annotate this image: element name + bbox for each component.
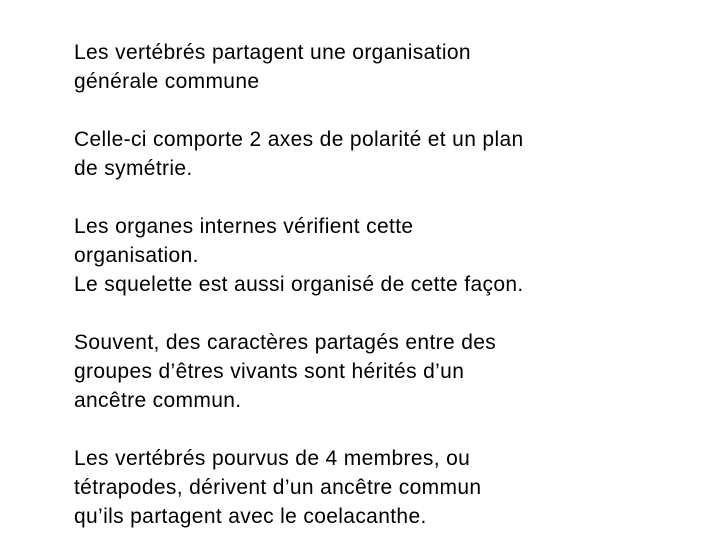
paragraph-line: organisation.: [74, 244, 199, 267]
paragraph-line: générale commune: [74, 70, 260, 93]
paragraph-line: Les vertébrés partagent une organisation: [74, 41, 471, 64]
paragraph-polarity-axes: [74, 125, 674, 183]
paragraph-shared-characters: [74, 328, 674, 415]
paragraph-vertebrate-organization: [74, 38, 674, 96]
slide-body: [74, 38, 674, 531]
paragraph-line: Souvent, des caractères partagés entre des: [74, 331, 497, 354]
paragraph-line: de symétrie.: [74, 157, 193, 180]
paragraph-line: Le squelette est aussi organisé de cette façon.: [74, 273, 524, 296]
paragraph-line: groupes d’êtres vivants sont hérités d’un: [74, 360, 465, 383]
paragraph-line: Les vertébrés pourvus de 4 membres, ou: [74, 447, 471, 470]
paragraph-line: qu’ils partagent avec le coelacanthe.: [74, 505, 427, 528]
paragraph-line: ancêtre commun.: [74, 389, 242, 412]
paragraph-line: Celle-ci comporte 2 axes de polarité et un plan: [74, 128, 524, 151]
paragraph-internal-organs: [74, 212, 674, 299]
paragraph-line: tétrapodes, dérivent d’un ancêtre commun: [74, 476, 482, 499]
paragraph-tetrapods: [74, 444, 674, 531]
paragraph-line: Les organes internes vérifient cette: [74, 215, 414, 238]
